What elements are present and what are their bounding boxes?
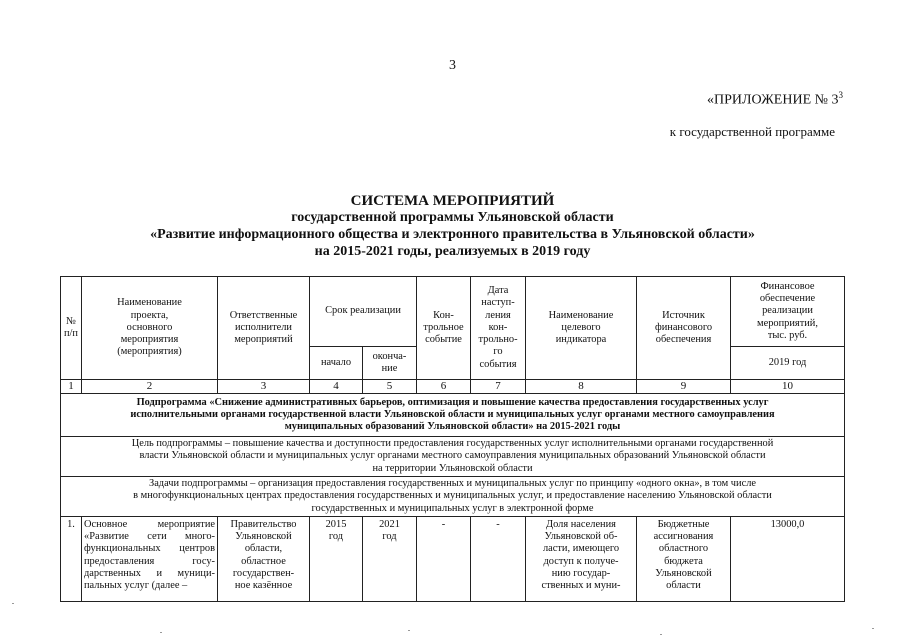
row-finance: 13000,0 — [731, 517, 845, 602]
appendix-text: «ПРИЛОЖЕНИЕ № 3 — [707, 92, 839, 108]
appendix-superscript: 3 — [838, 90, 843, 100]
column-number: 6 — [417, 380, 471, 394]
header-responsible: Ответственные исполнители мероприятий — [218, 277, 310, 380]
header-source: Источник финансового обеспечения — [637, 277, 731, 380]
column-number: 10 — [731, 380, 845, 394]
header-finance: Финансовое обеспечение реализации мероприятий, тыс. руб. — [731, 277, 845, 347]
row-indicator: Доля населения Ульяновской об- ласти, имеющего доступ к получе- нию государ- ственных и муни- — [526, 517, 637, 602]
to-program-label: к государственной программе — [669, 124, 835, 139]
document-subtitle-line-3: на 2015-2021 годы, реализуемых в 2019 году — [314, 244, 591, 259]
scan-speck — [160, 632, 162, 633]
scan-speck — [408, 630, 410, 631]
column-number: 3 — [218, 380, 310, 394]
column-numbers-row — [61, 380, 845, 394]
row-responsible: Правительство Ульяновской области, областное государствен- ное казённое — [218, 517, 310, 602]
goal-row: Цель подпрограммы – повышение качества и доступности предоставления государственных услуг исполнительными органами государственной власти Ульяновской области и муниципальных услуг органами местного самоуправления муниципальных образований Ульяновской области на территории Ульяновской области — [61, 437, 845, 477]
header-start: начало — [310, 347, 363, 380]
tasks-row: Задачи подпрограммы – организация предоставления государственных и муниципальных услуг по принципу «одного окна», в том числе в многофункциональных центрах предоставления государственных и муниципальных услуг, и предоставление населению Ульяновской области государственных и муниципальных услуг в электронной форме — [61, 477, 845, 517]
header-period: Срок реализации — [310, 277, 417, 347]
header-num: № п/п — [61, 277, 82, 380]
subprogram-row: Подпрограмма «Снижение административных барьеров, оптимизация и повышение качества предоставления государственных услуг исполнительными органами государственной власти Ульяновской области и муниципальных услуг органами местного самоуправления муниципальных образований Ульяновской области» на 2015-2021 годы — [61, 394, 845, 437]
scan-speck — [12, 603, 14, 604]
row-num: 1. — [61, 517, 82, 602]
column-number: 7 — [471, 380, 526, 394]
row-end: 2021 год — [363, 517, 417, 602]
row-start: 2015 год — [310, 517, 363, 602]
header-year: 2019 год — [731, 347, 845, 380]
column-number: 9 — [637, 380, 731, 394]
table-row — [61, 517, 845, 602]
column-number: 2 — [82, 380, 218, 394]
appendix-label — [707, 90, 843, 109]
page-number: 3 — [449, 58, 456, 73]
row-control-date: - — [471, 517, 526, 602]
document-subtitle-line-1: государственной программы Ульяновской области — [291, 210, 614, 225]
header-end: оконча- ние — [363, 347, 417, 380]
column-number: 1 — [61, 380, 82, 394]
header-control-date: Дата наступ- ления кон- трольно- го события — [471, 277, 526, 380]
document-subtitle-line-2: «Развитие информационного общества и электронного правительства в Ульяновской области» — [150, 227, 755, 242]
row-source: Бюджетные ассигнования областного бюджета Ульяновской области — [637, 517, 731, 602]
column-number: 5 — [363, 380, 417, 394]
row-control: - — [417, 517, 471, 602]
header-control-event: Кон- трольное событие — [417, 277, 471, 380]
column-number: 4 — [310, 380, 363, 394]
document-title: СИСТЕМА МЕРОПРИЯТИЙ — [350, 193, 555, 209]
scan-speck — [660, 634, 662, 635]
row-name: Основное мероприятие «Развитие сети много-функциональных центров предоставления госу-дарственных и муници-пальных услуг (далее – — [82, 517, 218, 602]
header-indicator: Наименование целевого индикатора — [526, 277, 637, 380]
scan-speck — [872, 628, 874, 629]
measures-table — [60, 276, 845, 602]
column-number: 8 — [526, 380, 637, 394]
header-name: Наименование проекта, основного мероприятия (мероприятия) — [82, 277, 218, 380]
